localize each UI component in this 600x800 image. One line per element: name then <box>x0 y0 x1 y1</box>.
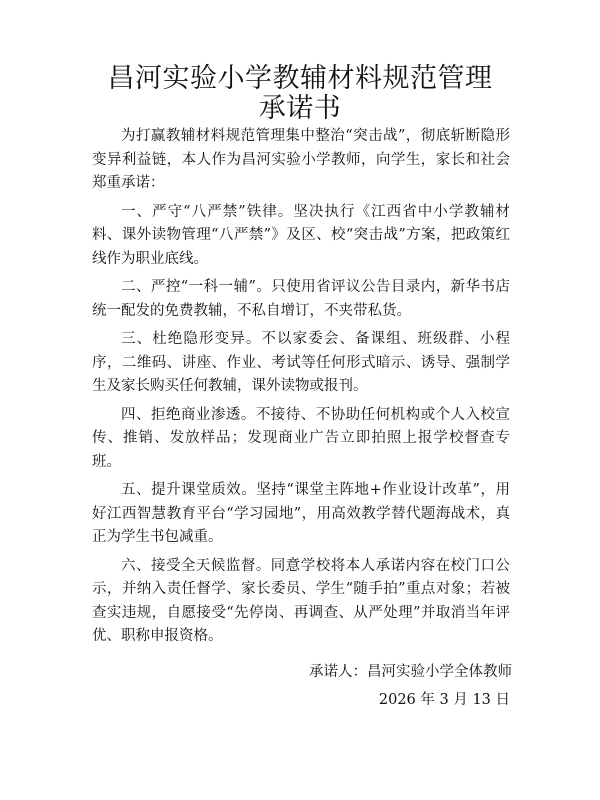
commitment-item-1: 一、严守“八严禁”铁律。坚决执行《江西省中小学教辅材料、课外读物管理“八严禁”》及区、校“突击战”方案，把政策红线作为职业底线。 <box>92 203 510 267</box>
commitment-item-3: 三、杜绝隐形变异。不以家委会、备课组、班级群、小程序，二维码、讲座、作业、考试等任何形式暗示、诱导、强制学生及家长购买任何教辅，课外读物或报刊。 <box>92 331 510 394</box>
document-title-line1: 昌河实验小学教辅材料规范管理 <box>107 63 493 94</box>
document-title-line2: 承诺书 <box>258 93 342 124</box>
commitment-item-6: 六、接受全天候监督。同意学校将本人承诺内容在校门口公示，并纳入责任督学、家长委员、学生“随手拍”重点对象；若被查实违规，自愿接受“先停岗、再调查、从严处理”并取消当年评优、职称申报资格。 <box>92 557 510 644</box>
document-date: 2026 年 3 月 13 日 <box>378 692 510 708</box>
commitment-item-2: 二、严控“一科一辅”。只使用省评议公告目录内，新华书店统一配发的免费教辅，不私自增订，不夹带私货。 <box>92 279 510 319</box>
signature-line: 承诺人：昌河实验小学全体教师 <box>309 664 512 680</box>
document-body <box>92 125 510 654</box>
commitment-item-5: 五、提升课堂质效。坚持“课堂主阵地+作业设计改革”，用好江西智慧教育平台“学习园地”，用高效教学替代题海战术，真正为学生书包减重。 <box>92 482 510 545</box>
intro-paragraph: 为打赢教辅材料规范管理集中整治“突击战”，彻底斩断隐形变异利益链，本人作为昌河实验小学教师，向学生，家长和社会郑重承诺： <box>92 128 510 191</box>
commitment-item-4: 四、拒绝商业渗透。不接待、不协助任何机构或个人入校宣传、推销、发放样品；发现商业广告立即拍照上报学校督查专班。 <box>92 406 510 470</box>
